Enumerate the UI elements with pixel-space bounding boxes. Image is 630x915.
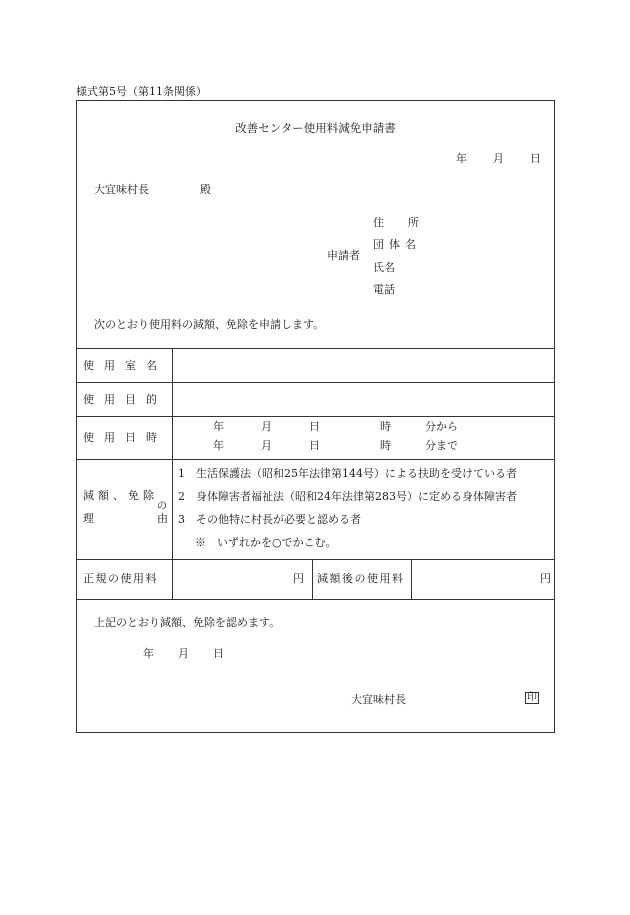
divider: [77, 348, 554, 349]
reason-item-2: 2 身体障害者福祉法（昭和24年法律第283号）に定める身体障害者: [178, 490, 517, 503]
to-hour: 時: [380, 439, 391, 452]
application-form: [76, 100, 555, 733]
from-hour: 時: [380, 420, 391, 433]
reduced-fee-label: 減額後の使用料: [317, 572, 405, 585]
applicant-field-name: 氏名: [373, 261, 395, 274]
divider: [77, 382, 554, 383]
seal-mark: 印: [527, 692, 537, 703]
header-date-year: 年: [456, 152, 467, 165]
datetime-label: 使用日時: [83, 431, 167, 444]
from-month: 月: [261, 420, 272, 433]
form-number-label: 様式第5号（第11条関係）: [76, 85, 207, 98]
divider: [411, 559, 412, 599]
reason-item-1: 1 生活保護法（昭和25年法律第144号）による扶助を受けている者: [178, 467, 517, 480]
room-label: 使用室名: [83, 359, 167, 372]
divider: [77, 459, 554, 460]
to-month: 月: [261, 439, 272, 452]
addressee-name: 大宜味村長: [94, 183, 149, 196]
to-year: 年: [213, 439, 224, 452]
approval-signer: 大宜味村長: [351, 693, 406, 706]
divider: [77, 559, 554, 560]
intro-text: 次のとおり使用料の減額、免除を申請します。: [94, 318, 325, 331]
approval-text: 上記のとおり減額、免除を認めます。: [94, 616, 281, 629]
addressee-honorific: 殿: [200, 183, 211, 196]
approval-year: 年: [143, 647, 154, 660]
from-minute: 分から: [425, 420, 458, 433]
regular-fee-unit: 円: [293, 572, 304, 585]
reason-note: ※ いずれかを○でかこむ。: [195, 536, 337, 549]
reason-label-yu: 由: [157, 512, 168, 525]
applicant-field-address: 住 所: [373, 216, 419, 229]
reason-item-3: 3 その他特に村長が必要と認める者: [178, 513, 361, 526]
applicant-field-group: 団体名: [373, 238, 421, 251]
divider: [77, 599, 554, 600]
regular-fee-label: 正規の使用料: [83, 572, 158, 585]
applicant-field-phone: 電話: [373, 283, 395, 296]
reduced-fee-unit: 円: [540, 572, 551, 585]
divider: [312, 559, 313, 599]
from-day: 日: [309, 420, 320, 433]
header-date-day: 日: [530, 152, 541, 165]
form-title: 改善センター使用料減免申請書: [235, 121, 396, 135]
header-date-month: 月: [493, 152, 504, 165]
reason-label-ri: 理: [83, 512, 94, 525]
divider: [77, 416, 554, 417]
divider: [172, 348, 173, 599]
purpose-label: 使用目的: [83, 393, 167, 406]
to-minute: 分まで: [425, 439, 458, 452]
applicant-label: 申請者: [327, 249, 360, 262]
approval-day: 日: [213, 647, 224, 660]
approval-month: 月: [178, 647, 189, 660]
reason-label-no: の: [157, 501, 167, 512]
from-year: 年: [213, 420, 224, 433]
to-day: 日: [309, 439, 320, 452]
reason-label-line1: 減額、免除: [83, 489, 158, 502]
